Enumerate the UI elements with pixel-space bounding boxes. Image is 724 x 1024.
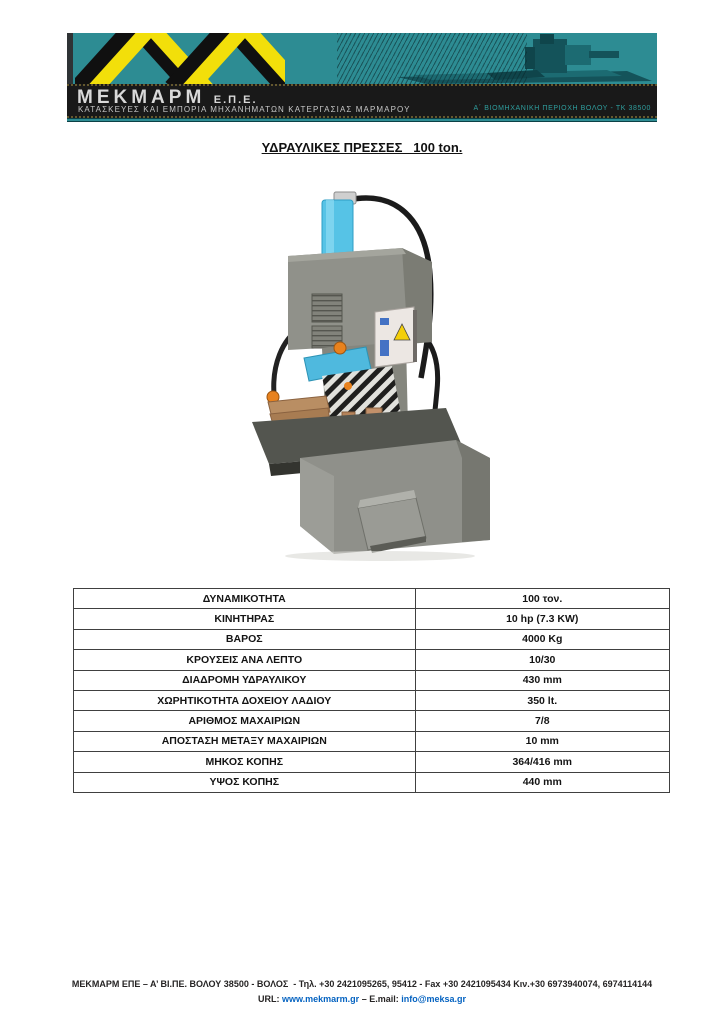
spec-label-cell: ΧΩΡΗΤΙΚΟΤΗΤΑ ΔΟΧΕΙΟΥ ΛΑΔΙΟΥ [74, 690, 416, 710]
footer [0, 977, 724, 1007]
table-row [74, 609, 670, 629]
spec-label-cell: ΔΥΝΑΜΙΚΟΤΗΤΑ [74, 589, 416, 609]
hydraulic-press-illustration [230, 190, 492, 562]
hydraulic-press-photo [230, 190, 492, 562]
url-label: URL: [257, 994, 282, 1004]
spec-label-cell: ΒΑΡΟΣ [74, 629, 416, 649]
banner-hatch-texture [337, 33, 527, 84]
spec-value-cell: 7/8 [415, 711, 670, 731]
table-row [74, 731, 670, 751]
spec-table [73, 588, 670, 793]
table-row [74, 670, 670, 690]
spec-value-cell: 10 hp (7.3 KW) [415, 609, 670, 629]
table-row [74, 752, 670, 772]
footer-separator: – [359, 994, 370, 1004]
spec-label-cell: ΜΗΚΟΣ ΚΟΠΗΣ [74, 752, 416, 772]
spec-value-cell: 10 mm [415, 731, 670, 751]
table-row [74, 629, 670, 649]
email-label: E.mail: [369, 994, 402, 1004]
website-link[interactable]: www.mekmarm.gr [281, 994, 360, 1004]
banner-bottom-strip [67, 118, 657, 122]
table-row [74, 650, 670, 670]
footer-links-line [0, 992, 724, 1007]
spec-label-cell: ΚΙΝΗΤΗΡΑΣ [74, 609, 416, 629]
table-row [74, 589, 670, 609]
spec-value-cell: 364/416 mm [415, 752, 670, 772]
spec-label-cell: ΔΙΑΔΡΟΜΗ ΥΔΡΑΥΛΙΚΟΥ [74, 670, 416, 690]
spec-value-cell: 100 τον. [415, 589, 670, 609]
footer-contact-line: ΜΕΚΜΑΡΜ ΕΠΕ – Α’ ΒΙ.ΠΕ. ΒΟΛΟΥ 38500 - ΒΟΛΟΣ - Τηλ. +30 2421095265, 95412 - Fax +30 2421095434 Κιν.+30 6973940074, 6974114144 [71, 979, 653, 989]
spec-value-cell: 440 mm [415, 772, 670, 792]
company-name-main: ΜΕΚΜΑΡΜ [77, 87, 206, 108]
banner-left-edge [67, 33, 73, 84]
company-tagline: ΚΑΤΑΣΚΕΥΕΣ ΚΑΙ ΕΜΠΟΡΙΑ ΜΗΧΑΝΗΜΑΤΩΝ ΚΑΤΕΡΓΑΣΙΑΣ ΜΑΡΜΑΡΟΥ [78, 105, 411, 114]
table-row [74, 711, 670, 731]
table-row [74, 690, 670, 710]
email-link[interactable]: info@meksa.gr [401, 994, 467, 1004]
banner-name-band [67, 84, 657, 118]
spec-label-cell: ΥΨΟΣ ΚΟΠΗΣ [74, 772, 416, 792]
mekmarm-logo-icon [75, 33, 285, 84]
spec-value-cell: 350 lt. [415, 690, 670, 710]
table-row [74, 772, 670, 792]
page-title: ΥΔΡΑΥΛΙΚΕΣ ΠΡΕΣΣΕΣ 100 ton. [261, 140, 463, 155]
industrial-area-label: Α΄ ΒΙΟΜΗΧΑΝΙΚΗ ΠΕΡΙΟΧΗ ΒΟΛΟΥ - ΤΚ 38500 [473, 105, 651, 112]
spec-value-cell: 10/30 [415, 650, 670, 670]
spec-value-cell: 4000 Kg [415, 629, 670, 649]
banner-teal-area [67, 33, 657, 84]
spec-label-cell: ΑΠΟΣΤΑΣΗ ΜΕΤΑΞΥ ΜΑΧΑΙΡΙΩΝ [74, 731, 416, 751]
spec-label-cell: ΑΡΙΘΜΟΣ ΜΑΧΑΙΡΙΩΝ [74, 711, 416, 731]
spec-value-cell: 430 mm [415, 670, 670, 690]
header-banner [67, 33, 657, 122]
company-name-suffix: Ε.Π.Ε. [213, 94, 258, 106]
spec-label-cell: ΚΡΟΥΣΕΙΣ ΑΝΑ ΛΕΠΤΟ [74, 650, 416, 670]
